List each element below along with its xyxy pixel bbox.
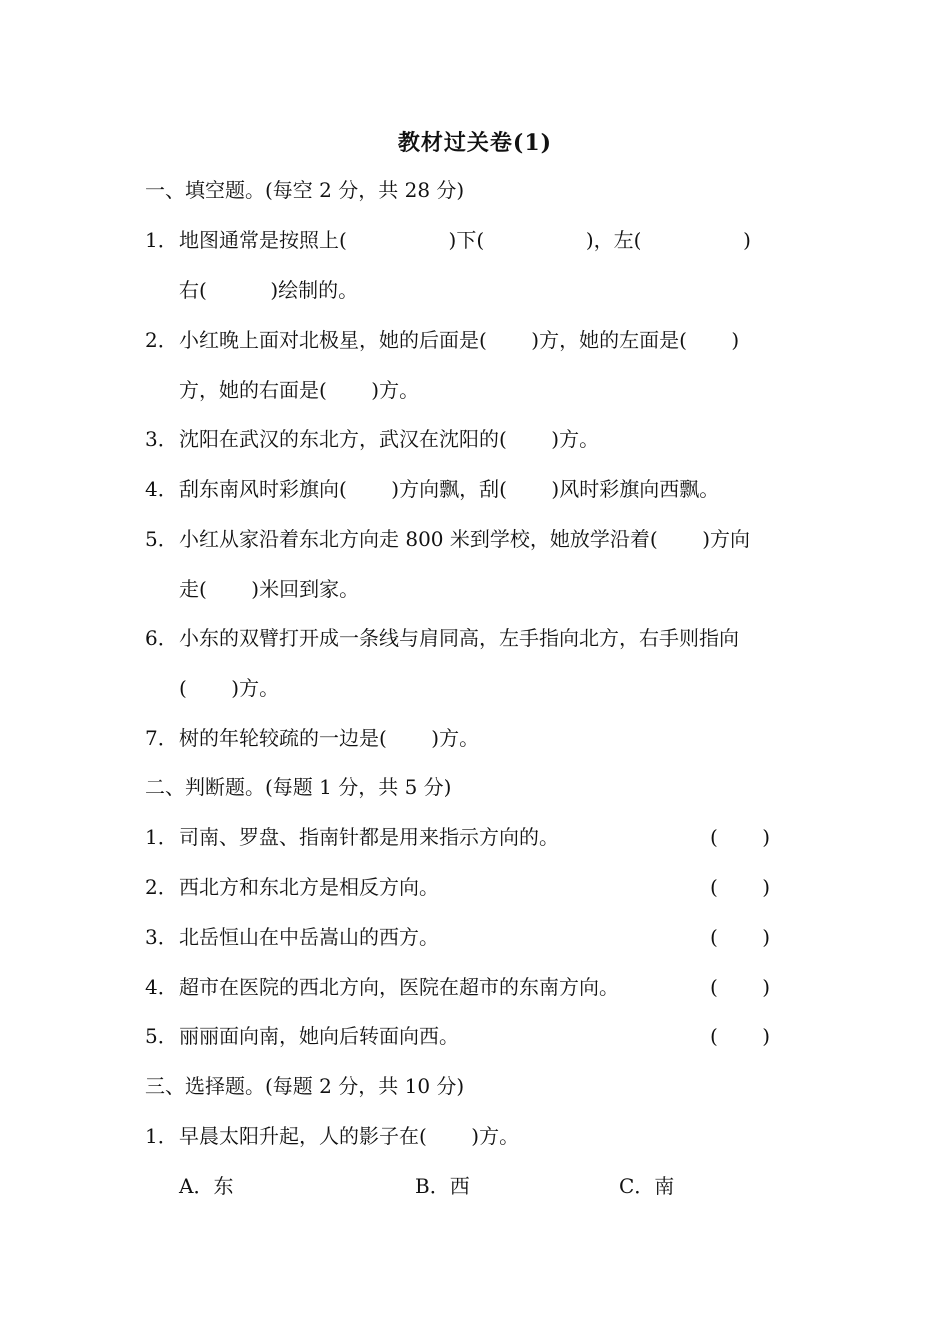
question-number: 5． [145, 1024, 178, 1048]
section-heading-multiple-choice: 三、选择题。(每题 2 分，共 10 分) [145, 1074, 465, 1098]
section-heading-fill-blank: 一、填空题。(每空 2 分，共 28 分) [145, 178, 465, 202]
question-text: 小东的双臂打开成一条线与肩同高，左手指向北方，右手则指向 [179, 626, 739, 650]
question-text: 西北方和东北方是相反方向。 [179, 875, 439, 899]
question-2-4 [145, 972, 619, 1002]
question-text: 地图通常是按照上( )下( )，左( ) [179, 228, 751, 252]
option-b: B．西 [415, 1174, 470, 1198]
question-number: 2． [145, 875, 178, 899]
question-text: 树的年轮较疏的一边是( )方。 [179, 726, 480, 750]
question-text: 刮东南风时彩旗向( )方向飘，刮( )风时彩旗向西飘。 [179, 477, 720, 501]
question-1-4 [145, 474, 719, 504]
question-1-2 [145, 325, 739, 355]
question-number: 7． [145, 726, 178, 750]
question-number: 3． [145, 427, 178, 451]
question-1-1 [145, 225, 751, 255]
question-1-6 [145, 623, 739, 653]
question-2-3 [145, 922, 439, 952]
question-1-2-cont: 方，她的右面是( )方。 [179, 378, 420, 402]
question-number: 4． [145, 477, 178, 501]
answer-paren: ( ) [710, 975, 771, 999]
answer-paren: ( ) [710, 875, 771, 899]
answer-paren: ( ) [710, 825, 771, 849]
question-2-1 [145, 822, 559, 852]
question-number: 6． [145, 626, 178, 650]
question-text: 早晨太阳升起，人的影子在( )方。 [179, 1124, 520, 1148]
question-number: 1． [145, 228, 178, 252]
question-text: 小红从家沿着东北方向走 800 米到学校，她放学沿着( )方向 [179, 527, 750, 551]
page-title: 教材过关卷(1) [397, 130, 553, 156]
question-number: 3． [145, 925, 178, 949]
option-c: C．南 [619, 1174, 675, 1198]
section-heading-true-false: 二、判断题。(每题 1 分，共 5 分) [145, 775, 452, 799]
question-1-6-cont: ( )方。 [179, 676, 280, 700]
question-number: 1． [145, 1124, 178, 1148]
question-1-1-cont: 右( )绘制的。 [179, 278, 359, 302]
question-text: 北岳恒山在中岳嵩山的西方。 [179, 925, 439, 949]
question-2-2 [145, 872, 439, 902]
answer-paren: ( ) [710, 925, 771, 949]
question-text: 丽丽面向南，她向后转面向西。 [179, 1024, 459, 1048]
option-a: A．东 [179, 1174, 234, 1198]
question-text: 沈阳在武汉的东北方，武汉在沈阳的( )方。 [179, 427, 600, 451]
question-text: 小红晚上面对北极星，她的后面是( )方，她的左面是( ) [179, 328, 740, 352]
question-1-5-cont: 走( )米回到家。 [179, 577, 360, 601]
question-number: 5． [145, 527, 178, 551]
question-1-5 [145, 524, 750, 554]
question-number: 1． [145, 825, 178, 849]
question-text: 司南、罗盘、指南针都是用来指示方向的。 [179, 825, 559, 849]
answer-paren: ( ) [710, 1024, 771, 1048]
question-number: 4． [145, 975, 178, 999]
question-text: 超市在医院的西北方向，医院在超市的东南方向。 [179, 975, 619, 999]
question-2-5 [145, 1021, 459, 1051]
question-number: 2． [145, 328, 178, 352]
question-3-1 [145, 1121, 519, 1151]
question-1-7 [145, 723, 479, 753]
question-1-3 [145, 424, 599, 454]
